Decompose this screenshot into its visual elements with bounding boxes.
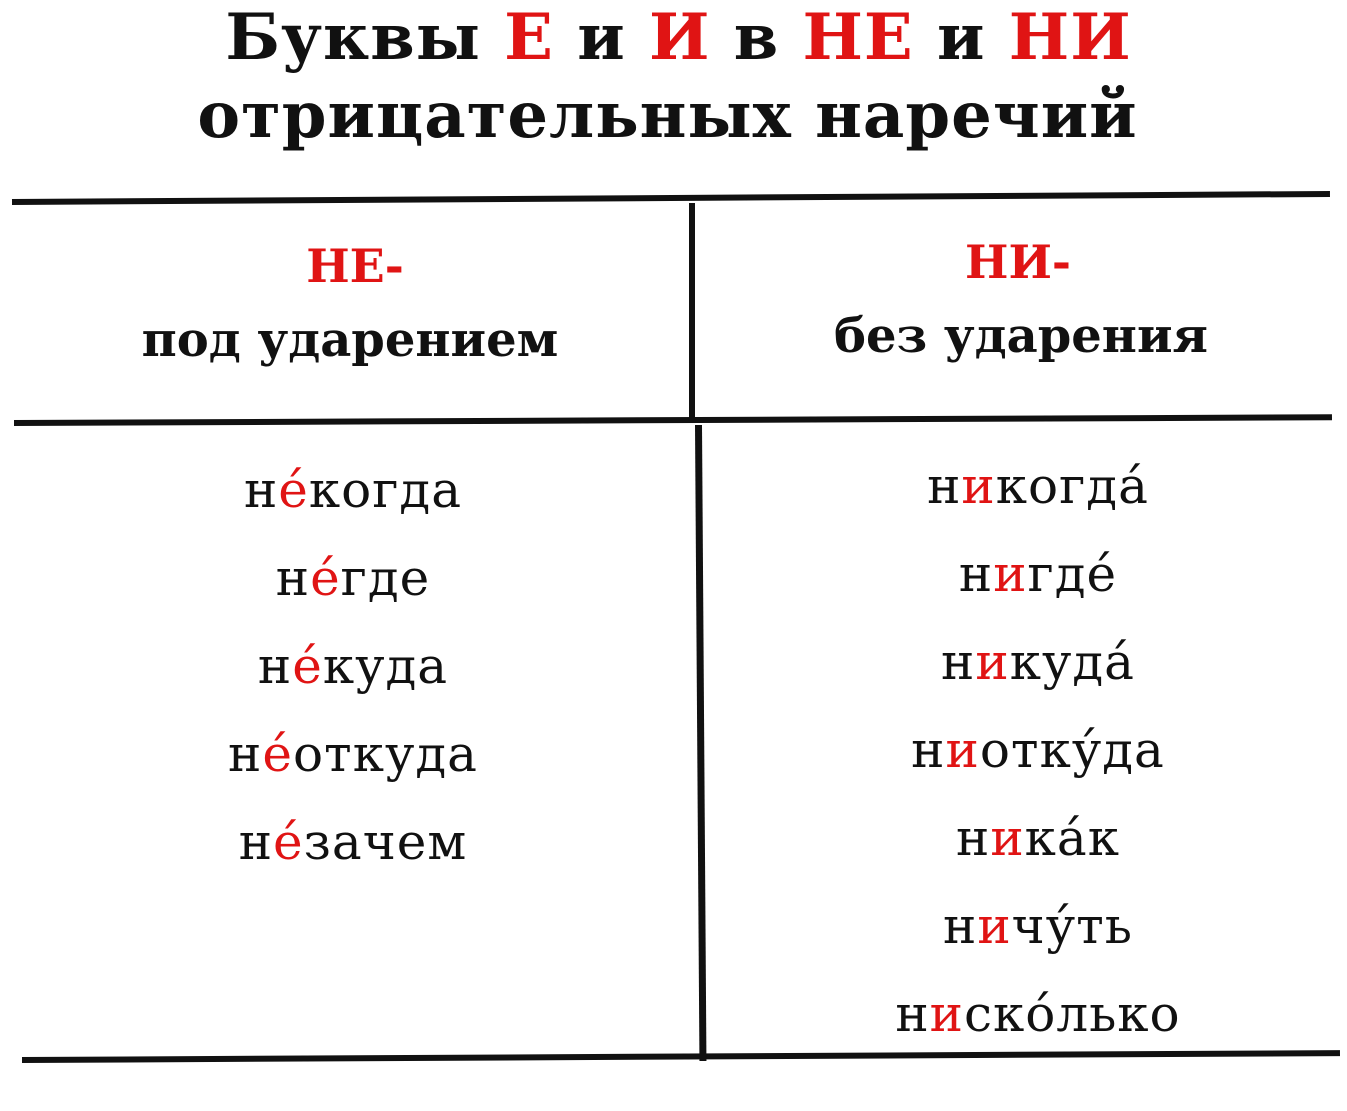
word-vowel: и [929,985,964,1043]
word-item [0,798,706,886]
title-text: Буквы [225,0,505,75]
word-vowel: е́ [292,637,323,695]
word-item [700,794,1347,882]
word-vowel: е́ [262,725,293,783]
word-part: н [243,461,279,519]
word-part: куда́ [1009,633,1135,691]
column-header-ni [695,234,1347,414]
word-part: н [956,809,991,867]
word-part: когда [308,461,463,519]
word-vowel: и [961,457,996,515]
word-item [700,618,1347,706]
word-item [700,706,1347,794]
word-part: отку́да [979,721,1165,779]
word-part: откуда [292,725,478,783]
title-highlight: И [648,0,711,75]
word-part: где [340,549,431,607]
word-item [0,446,706,534]
word-part: когда́ [995,457,1149,515]
word-item [0,710,706,798]
word-item [0,534,706,622]
word-item [700,530,1347,618]
title-text: и [553,0,649,75]
page-title-line-2: отрицательных наречий [197,78,1138,153]
word-part: н [911,721,946,779]
word-vowel: и [977,897,1012,955]
word-part: н [257,637,293,695]
word-vowel: и [945,721,980,779]
word-vowel: е́ [310,549,341,607]
word-vowel: е́ [278,461,309,519]
title-highlight: НИ [1008,0,1132,75]
header-prefix-ni: НИ- [964,235,1071,289]
word-part: н [895,985,930,1043]
word-item [0,622,706,710]
word-part: н [228,725,263,783]
word-part: н [958,545,994,603]
word-item [700,970,1347,1058]
word-part: чу́ть [1011,897,1133,955]
header-subtitle-ni: без ударения [833,308,1208,364]
title-text: и [913,0,1009,75]
title-text: в [710,0,803,75]
word-part: н [927,457,962,515]
word-vowel: и [993,545,1028,603]
word-part: ка́к [1024,809,1120,867]
word-part: н [942,897,978,955]
word-part: ско́лько [963,985,1181,1043]
word-part: н [941,633,976,691]
title-highlight: Е [504,0,554,75]
word-item [700,882,1347,970]
word-part: куда [322,637,449,695]
header-subtitle-ne: под ударением [141,312,559,368]
word-item [700,442,1347,530]
word-part: зачем [303,813,468,871]
word-part: н [275,549,311,607]
word-part: н [238,813,274,871]
word-part: где́ [1027,545,1118,603]
word-vowel: и [990,809,1025,867]
word-vowel: и [975,633,1010,691]
word-list-ne [0,446,706,886]
column-header-ne [0,238,700,418]
word-list-ni [700,442,1347,1058]
header-prefix-ne: НЕ- [306,239,404,293]
word-vowel: е́ [273,813,304,871]
page-title-line-1 [5,0,1347,78]
title-highlight: НЕ [802,0,914,75]
table-top-rule [12,191,1330,205]
